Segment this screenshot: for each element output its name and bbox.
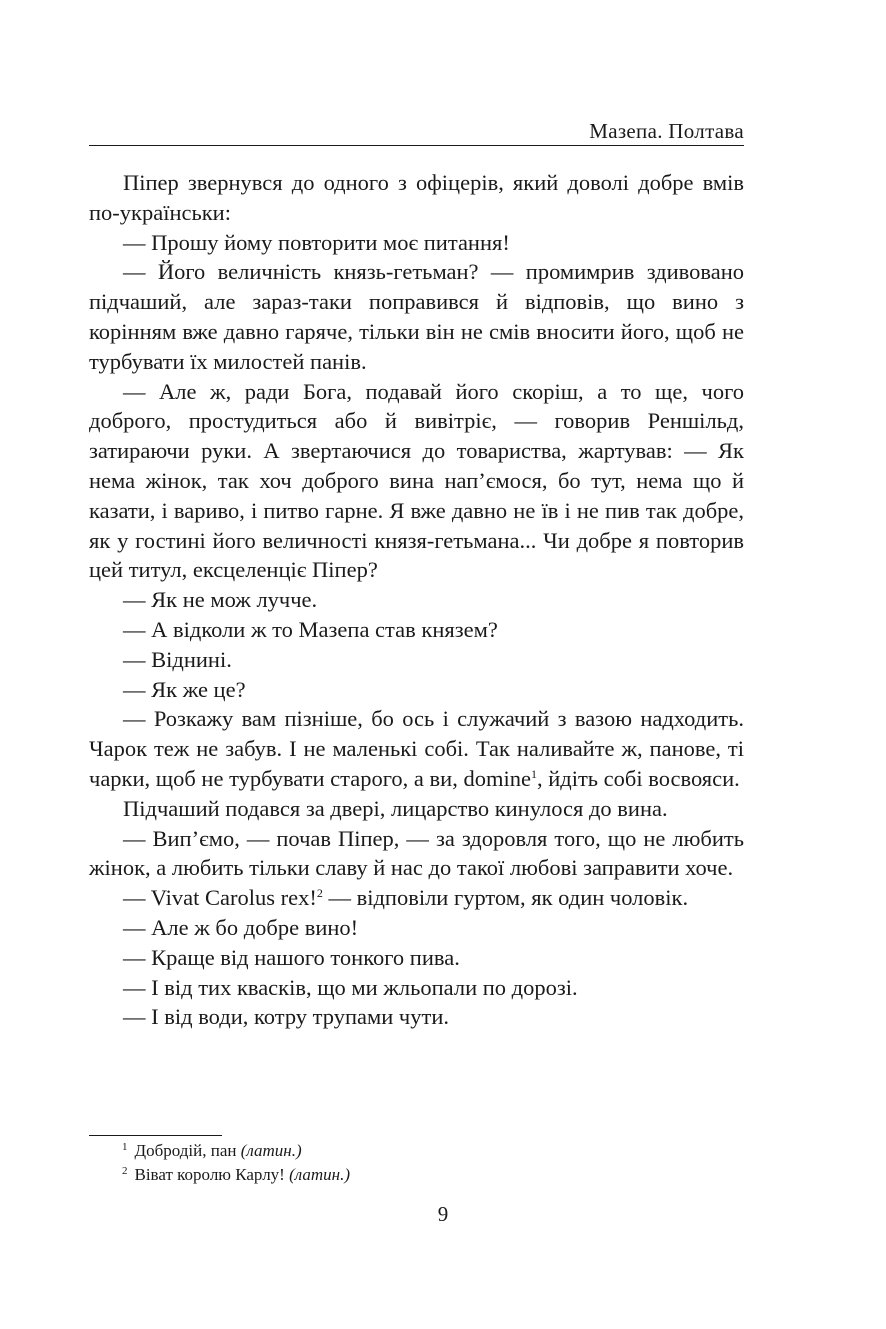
footnote-ref: 2 xyxy=(316,886,323,901)
paragraph: — І від води, котру трупами чути. xyxy=(123,1004,449,1030)
page-number: 9 xyxy=(437,1202,449,1226)
paragraph: — Вип’ємо, — почав Піпер, — за здоровля того, що не любить жінок, а любить тільки славу й нас до такої любові заправити хоче. xyxy=(89,825,744,881)
paragraph: — Але ж, ради Бога, подавай його скоріш, а то ще, чого доброго, простудиться або й вивітріє, — говорив Реншільд, затираючи руки. А звертаючися до товариства, жартував: — Як нема жінок, так хоч доброго вина нап’ємося, бо тут, нема що й казати, і вариво, і питво гарне. Я вже давно не їв і не пив так добре, як у гостині його величності князя-гетьмана... Чи добре я повторив цей титул, ексцеленціє Піпер? xyxy=(89,378,744,583)
paragraph xyxy=(89,704,744,793)
paragraph-text: — Розкажу вам пізніше, бо ось і служачий з вазою надходить. Чарок теж не забув. І не маленькі собі. Так наливайте ж, панове, ті чарки, щоб не турбувати старого, а ви, domine xyxy=(89,706,744,791)
footnote-lang: (латин.) xyxy=(289,1165,350,1184)
running-head: Мазепа. Полтава xyxy=(589,119,744,143)
footnote-text: Віват королю Карлу! xyxy=(134,1165,290,1184)
paragraph-text: — відповіли гуртом, як один чоловік. xyxy=(322,885,689,911)
footnote-lang: (латин.) xyxy=(240,1141,302,1160)
paragraph: — Як же це? xyxy=(123,676,246,702)
paragraph: — Як не мож лучче. xyxy=(123,587,318,613)
footnote-number: 2 xyxy=(122,1165,128,1177)
footnote xyxy=(122,1139,350,1163)
footnote-text: Добродій, пан xyxy=(134,1141,241,1160)
header-rule xyxy=(89,145,744,146)
footnote xyxy=(122,1163,350,1187)
paragraph: Підчаший подався за двері, лицарство кинулося до вина. xyxy=(123,795,668,821)
paragraph: — Прошу йому повторити моє питання! xyxy=(123,229,510,255)
paragraph: — А відколи ж то Мазепа став князем? xyxy=(123,616,498,642)
paragraph: — Але ж бо добре вино! xyxy=(123,914,359,940)
footnotes xyxy=(122,1139,350,1187)
footnote-rule xyxy=(89,1135,222,1136)
paragraph: — Краще від нашого тонкого пива. xyxy=(123,944,460,970)
paragraph-text: — Vivat Carolus rex! xyxy=(123,885,317,911)
footnote-ref: 1 xyxy=(530,766,537,781)
paragraph: — Віднині. xyxy=(123,646,232,672)
paragraph: — Його величність князь-гетьман? — промимрив здивовано підчаший, але зараз-таки поправився й відповів, що вино з корінням вже давно гаряче, тільки він не смів вносити його, щоб не турбувати їх милостей панів. xyxy=(89,259,744,374)
body-text xyxy=(89,168,744,1032)
paragraph xyxy=(89,883,744,913)
paragraph-text: , йдіть собі восвояси. xyxy=(536,765,740,791)
paragraph: Піпер звернувся до одного з офіцерів, який доволі добре вмів по-українськи: xyxy=(89,170,744,225)
footnote-number: 1 xyxy=(122,1141,128,1153)
paragraph: — І від тих квасків, що ми жльопали по дорозі. xyxy=(123,974,578,1000)
